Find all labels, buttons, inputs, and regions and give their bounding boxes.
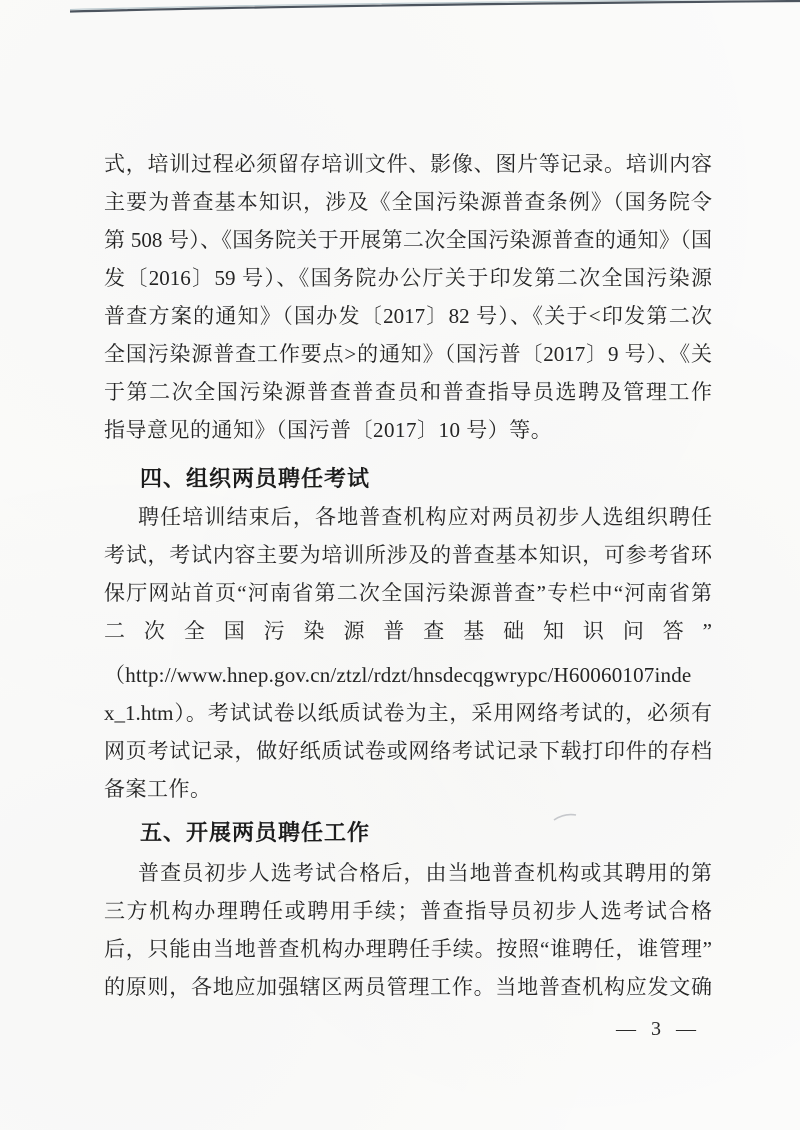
text-line: 的原则，各地应加强辖区两员管理工作。当地普查机构应发文确	[104, 975, 712, 999]
text-line: 普查方案的通知》（国办发〔2017〕82 号）、《关于<印发第二次	[104, 304, 712, 328]
text-line: 二次全国污染源普查基础知识问答”	[104, 619, 712, 643]
text-line: 后，只能由当地普查机构办理聘任手续。按照“谁聘任，谁管理”	[104, 937, 712, 961]
document-text-block	[104, 145, 712, 1006]
text-line: 聘任培训结束后，各地普查机构应对两员初步人选组织聘任	[138, 505, 712, 529]
scan-edge-line	[0, 0, 800, 18]
url-text-line: （http://www.hnep.gov.cn/ztzl/rdzt/hnsdecqgwrypc/H60060107inde	[104, 663, 692, 687]
section-heading-5: 五、开展两员聘任工作	[140, 820, 371, 845]
text-line: 指导意见的通知》（国污普〔2017〕10 号）等。	[104, 418, 553, 442]
text-line: 保厅网站首页“河南省第二次全国污染源普查”专栏中“河南省第	[104, 581, 712, 605]
text-line: 主要为普查基本知识，涉及《全国污染源普查条例》（国务院令	[104, 190, 712, 214]
text-line: 普查员初步人选考试合格后，由当地普查机构或其聘用的第	[138, 861, 712, 885]
text-line: 第 508 号）、《国务院关于开展第二次全国污染源普查的通知》（国	[104, 228, 712, 252]
text-line: 三方机构办理聘任或聘用手续；普查指导员初步人选考试合格	[104, 899, 712, 923]
text-line: 考试，考试内容主要为培训所涉及的普查基本知识，可参考省环	[104, 543, 712, 567]
text-line: 式，培训过程必须留存培训文件、影像、图片等记录。培训内容	[104, 152, 712, 176]
text-line: 网页考试记录，做好纸质试卷或网络考试记录下载打印件的存档	[104, 739, 712, 763]
text-line: 发〔2016〕59 号）、《国务院办公厅关于印发第二次全国污染源	[104, 266, 712, 290]
text-line: 于第二次全国污染源普查普查员和普查指导员选聘及管理工作	[104, 380, 712, 404]
text-line: 全国污染源普查工作要点>的通知》（国污普〔2017〕9 号）、《关	[104, 342, 712, 366]
text-line: x_1.htm）。考试试卷以纸质试卷为主，采用网络考试的，必须有	[104, 701, 712, 725]
section-heading-4: 四、组织两员聘任考试	[140, 466, 371, 491]
text-line: 备案工作。	[104, 777, 212, 801]
page-number: — 3 —	[616, 1018, 701, 1040]
